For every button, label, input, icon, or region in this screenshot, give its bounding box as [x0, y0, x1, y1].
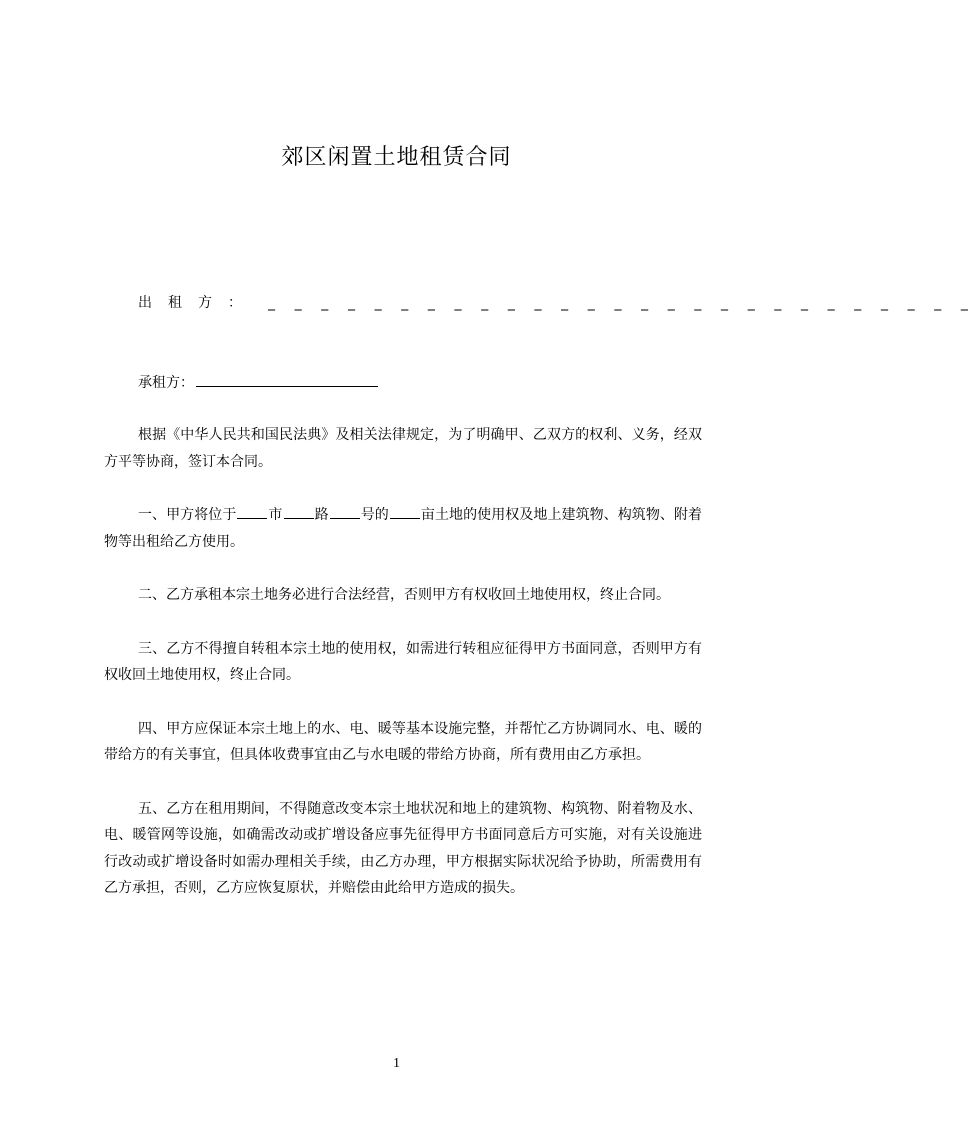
lessor-line	[138, 292, 976, 312]
clause-1	[104, 502, 702, 555]
clause-1-part-4: 号的	[360, 507, 389, 523]
number-blank	[330, 504, 360, 519]
road-blank	[284, 504, 314, 519]
contract-body	[104, 422, 702, 929]
clause-5: 五、乙方在租用期间，不得随意改变本宗土地状况和地上的建筑物、构筑物、附着物及水、电、暖管网等设施，如确需改动或扩增设备应事先征得甲方书面同意后方可实施，对有关设施进行改动或扩增设备时如需办理相关手续，由乙方办理，甲方根据实际状况给予协助，所需费用有乙方承担，否则，乙方应恢复原状，并赔偿由此给甲方造成的损失。	[104, 800, 702, 896]
lessor-label: 出租方：	[138, 295, 258, 311]
clause-1-part-1: 一、甲方将位于	[138, 507, 237, 523]
lessee-line	[138, 372, 378, 392]
intro-paragraph: 根据《中华人民共和国民法典》及相关法律规定，为了明确甲、乙双方的权利、义务，经双方平等协商，签订本合同。	[104, 427, 702, 470]
clause-1-part-2: 市	[268, 507, 283, 523]
lessee-label: 承租方：	[138, 375, 194, 391]
clause-4: 四、甲方应保证本宗土地上的水、电、暖等基本设施完整，并帮忙乙方协调同水、电、暖的带给方的有关事宜，但具体收费事宜由乙与水电暖的带给方协商，所有费用由乙方承担。	[104, 720, 702, 763]
clause-1-part-3: 路	[314, 507, 329, 523]
clause-2: 二、乙方承租本宗土地务必进行合法经营，否则甲方有权收回土地使用权，终止合同。	[138, 587, 670, 603]
document-title: 郊区闲置土地租赁合同	[281, 145, 512, 170]
city-blank	[237, 504, 267, 519]
clause-1-part-5: 亩土地的使用权及地上建筑物、构筑物、附着物等出租给乙方使用。	[104, 507, 703, 550]
lessor-blank: _ _ _ _ _ _ _ _ _ _ _ _ _ _ _ _ _ _ _ _ _ _ _ _ _ _ _	[268, 295, 976, 311]
page-number: 1	[393, 1056, 400, 1071]
lessee-blank	[196, 374, 378, 387]
area-blank	[390, 504, 420, 519]
clause-3: 三、乙方不得擅自转租本宗土地的使用权，如需进行转租应征得甲方书面同意，否则甲方有权收回土地使用权，终止合同。	[104, 640, 702, 683]
